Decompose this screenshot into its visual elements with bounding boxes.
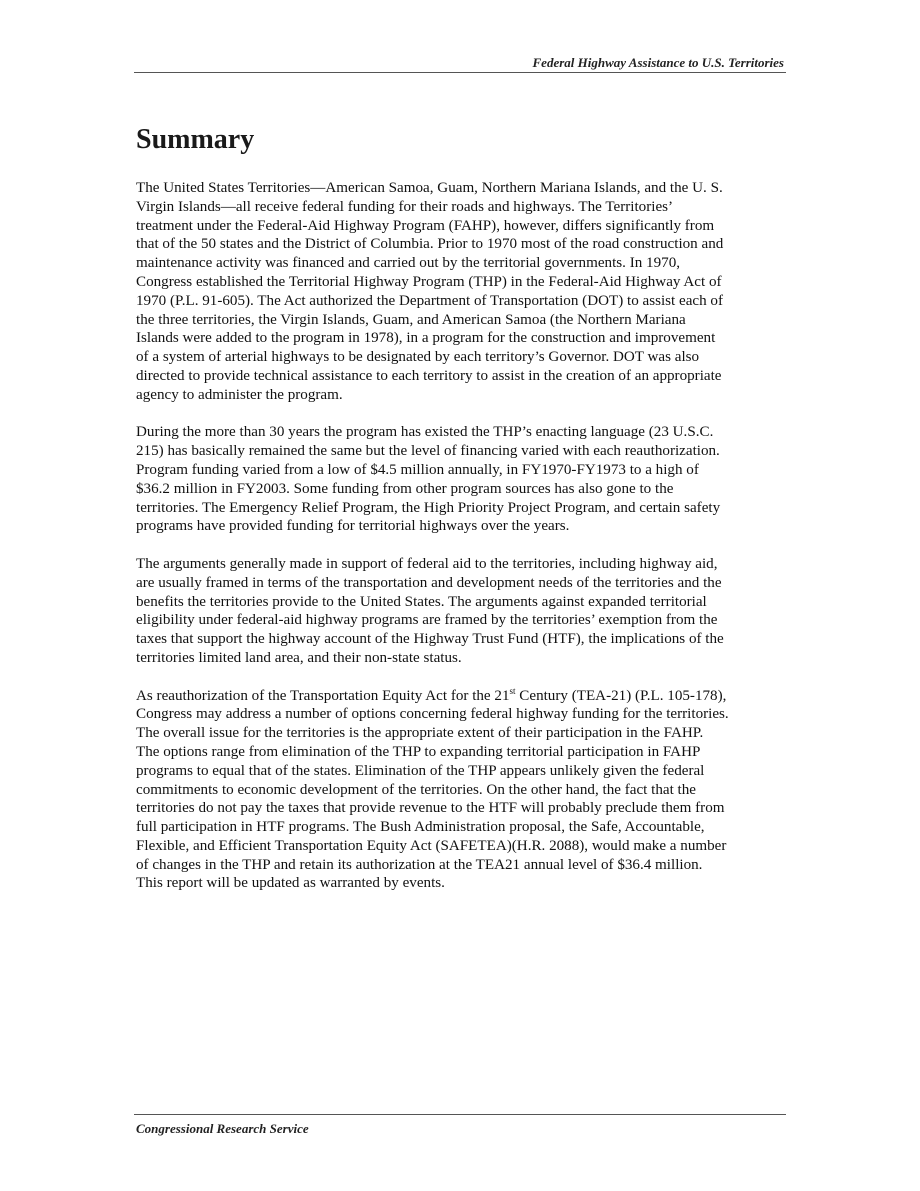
text-line: territories. The Emergency Relief Program, the High Priority Project Program, and certain safety (136, 499, 721, 516)
text-line: programs have provided funding for territorial highways over the years. (136, 518, 570, 535)
text-line: taxes that support the highway account of the Highway Trust Fund (HTF), the implications of the (136, 631, 724, 648)
text-line: eligibility under federal-aid highway programs are framed by the territories’ exemption from the (136, 612, 718, 629)
text-line: territories do not pay the taxes that provide revenue to the HTF will probably preclude them from (136, 800, 725, 817)
text-line: The overall issue for the territories is the appropriate extent of their participation in the FAHP. (136, 725, 704, 742)
text-line: The arguments generally made in support of federal aid to the territories, including highway aid, (136, 555, 718, 572)
ordinal-superscript: st (509, 685, 516, 696)
text-line: During the more than 30 years the program has existed the THP’s enacting language (23 U.S.C. (136, 424, 714, 441)
text-line: of a system of arterial highways to be designated by each territory’s Governor. DOT was also (136, 349, 700, 366)
text-line: that of the 50 states and the District of Columbia. Prior to 1970 most of the road construction and (136, 236, 724, 253)
text-fragment: Century (TEA-21) (P.L. 105-178), (515, 687, 727, 704)
paragraph-3 (136, 555, 788, 668)
text-line: 1970 (P.L. 91-605). The Act authorized the Department of Transportation (DOT) to assist each of (136, 292, 723, 309)
text-line: Virgin Islands—all receive federal funding for their roads and highways. The Territories’ (136, 198, 674, 215)
text-line: territories limited land area, and their non-state status. (136, 649, 462, 666)
text-line: The options range from elimination of the THP to expanding territorial participation in FAHP (136, 743, 701, 760)
text-line: treatment under the Federal-Aid Highway Program (FAHP), however, differs significantly from (136, 217, 715, 234)
text-line: directed to provide technical assistance to each territory to assist in the creation of an appropriate (136, 367, 722, 384)
summary-body (136, 179, 788, 912)
text-line: maintenance activity was financed and carried out by the territorial governments. In 1970, (136, 255, 681, 272)
section-heading: Summary (136, 124, 255, 155)
text-line: of changes in the THP and retain its authorization at the TEA21 annual level of $36.4 million. (136, 856, 703, 873)
text-line: Congress established the Territorial Highway Program (THP) in the Federal-Aid Highway Act of (136, 273, 722, 290)
paragraph-1 (136, 179, 788, 405)
text-line: full participation in HTF programs. The Bush Administration proposal, the Safe, Accountable, (136, 819, 705, 836)
text-line: programs to equal that of the states. Elimination of the THP appears unlikely given the federal (136, 762, 705, 779)
text-line: the three territories, the Virgin Islands, Guam, and American Samoa (the Northern Mariana (136, 311, 686, 328)
text-line: commitments to economic development of the territories. On the other hand, the fact that the (136, 781, 696, 798)
text-fragment: As reauthorization of the Transportation Equity Act for the 21 (136, 687, 510, 704)
text-line: are usually framed in terms of the transportation and development needs of the territories and the (136, 574, 722, 591)
footer-divider (134, 1114, 786, 1115)
text-line: $36.2 million in FY2003. Some funding from other program sources has also gone to the (136, 480, 674, 497)
header-divider (134, 72, 786, 73)
text-line: 215) has basically remained the same but the level of financing varied with each reauthorization. (136, 443, 720, 460)
running-header-title: Federal Highway Assistance to U.S. Territories (532, 55, 784, 70)
text-line: agency to administer the program. (136, 386, 343, 403)
text-line: Congress may address a number of options concerning federal highway funding for the territories. (136, 706, 729, 723)
text-line: This report will be updated as warranted by events. (136, 875, 445, 892)
text-line: benefits the territories provide to the United States. The arguments against expanded territorial (136, 593, 707, 610)
footer-organization: Congressional Research Service (136, 1121, 309, 1136)
text-line: Flexible, and Efficient Transportation Equity Act (SAFETEA)(H.R. 2088), would make a number (136, 837, 727, 854)
text-line (136, 687, 788, 706)
paragraph-4 (136, 687, 788, 894)
text-line: The United States Territories—American Samoa, Guam, Northern Mariana Islands, and the U. S. (136, 180, 723, 196)
text-line: Islands were added to the program in 1978), in a program for the construction and improvement (136, 330, 716, 347)
paragraph-2 (136, 423, 788, 536)
text-line: Program funding varied from a low of $4.5 million annually, in FY1970-FY1973 to a high of (136, 461, 699, 478)
